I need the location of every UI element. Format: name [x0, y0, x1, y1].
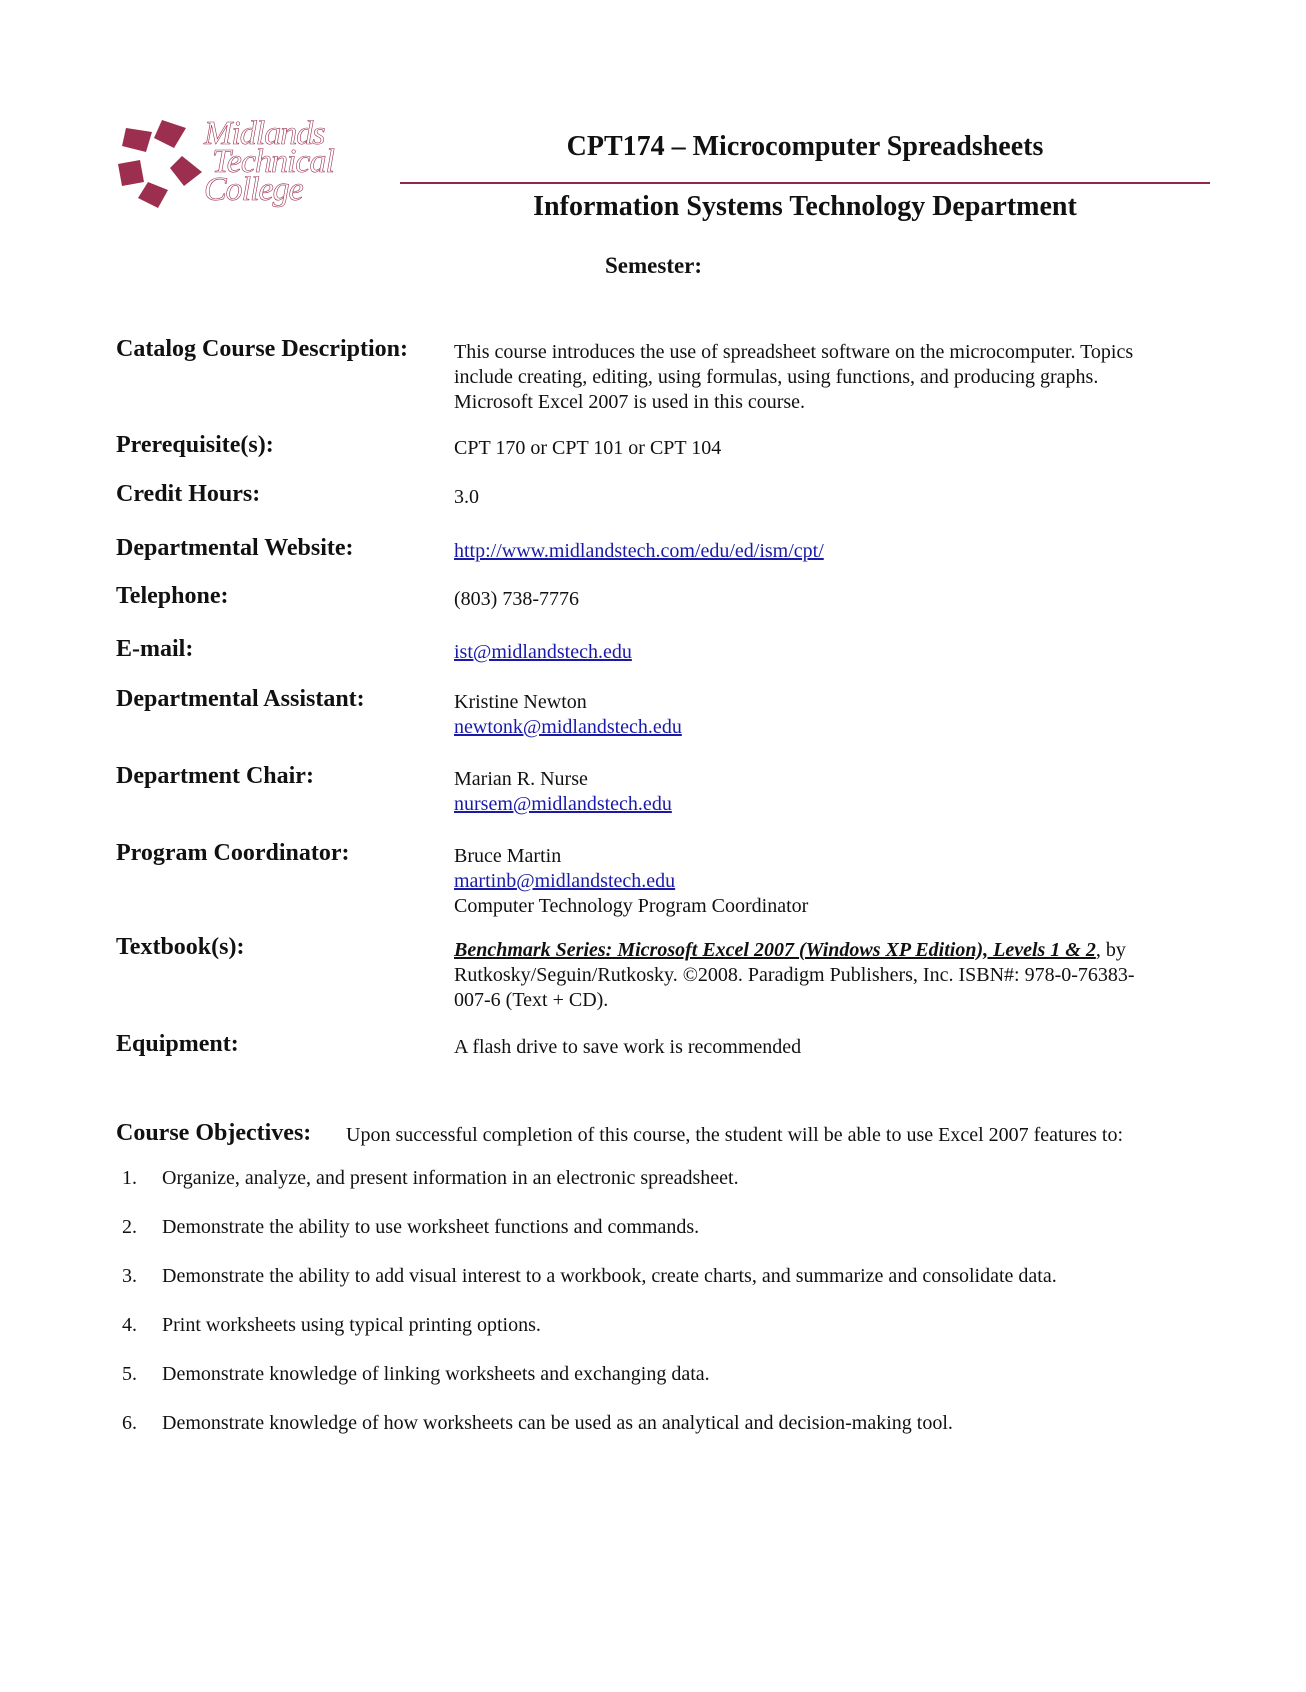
objective-number: 1. — [122, 1167, 137, 1189]
chair-label: Department Chair: — [116, 763, 314, 789]
coordinator-label: Program Coordinator: — [116, 840, 350, 866]
textbook-by: , by — [1095, 939, 1126, 961]
textbook-isbn-end: 007-6 (Text + CD). — [454, 989, 609, 1011]
credit-hours-value: 3.0 — [454, 486, 479, 508]
objective-text: Demonstrate knowledge of linking worksheets and exchanging data. — [162, 1363, 710, 1385]
website-label: Departmental Website: — [116, 535, 354, 561]
objective-number: 5. — [122, 1363, 137, 1385]
textbook-label: Textbook(s): — [116, 934, 245, 960]
list-item — [122, 1313, 1202, 1362]
objectives-label: Course Objectives: — [116, 1120, 312, 1146]
textbook-publisher: Rutkosky/Seguin/Rutkosky. ©2008. Paradigm Publishers, Inc. ISBN#: 978-0-76383- — [454, 964, 1135, 986]
equipment-value: A flash drive to save work is recommended — [454, 1036, 802, 1058]
course-title: CPT174 – Microcomputer Spreadsheets — [566, 131, 1044, 162]
description-label: Catalog Course Description: — [116, 336, 408, 362]
list-item — [122, 1362, 1202, 1411]
objective-text: Demonstrate the ability to add visual interest to a workbook, create charts, and summarize and consolidate data. — [162, 1265, 1057, 1287]
objective-text: Demonstrate the ability to use worksheet functions and commands. — [162, 1216, 700, 1238]
header-divider — [400, 182, 1210, 184]
telephone-label: Telephone: — [116, 583, 229, 609]
objective-number: 2. — [122, 1216, 137, 1238]
list-item — [122, 1215, 1202, 1264]
chair-name: Marian R. Nurse — [454, 768, 588, 790]
textbook-title: Benchmark Series: Microsoft Excel 2007 (Windows XP Edition), Levels 1 & 2 — [454, 939, 1096, 961]
objective-number: 4. — [122, 1314, 137, 1336]
email-link[interactable]: ist@midlandstech.edu — [454, 641, 632, 663]
assistant-email-link[interactable]: newtonk@midlandstech.edu — [454, 716, 682, 738]
description-value — [454, 340, 1196, 415]
credit-hours-label: Credit Hours: — [116, 481, 261, 507]
equipment-label: Equipment: — [116, 1031, 239, 1057]
assistant-label: Departmental Assistant: — [116, 686, 365, 712]
logo-line-1: Midlands — [204, 115, 325, 152]
description-line-2: include creating, editing, using formulas, using functions, and producing graphs. — [454, 366, 1099, 388]
list-item — [122, 1411, 1202, 1460]
website-link[interactable]: http://www.midlandstech.com/edu/ed/ism/cpt/ — [454, 540, 824, 562]
objectives-list — [122, 1166, 1202, 1460]
email-label: E-mail: — [116, 636, 194, 662]
chair-email-link[interactable]: nursem@midlandstech.edu — [454, 793, 672, 815]
objective-number: 3. — [122, 1265, 137, 1287]
semester-label: Semester: — [605, 253, 703, 278]
objective-number: 6. — [122, 1412, 137, 1434]
assistant-name: Kristine Newton — [454, 691, 587, 713]
telephone-value: (803) 738-7776 — [454, 588, 579, 610]
description-line-3: Microsoft Excel 2007 is used in this course. — [454, 391, 806, 413]
objective-text: Organize, analyze, and present information in an electronic spreadsheet. — [162, 1167, 739, 1189]
objective-text: Demonstrate knowledge of how worksheets can be used as an analytical and decision-making tool. — [162, 1412, 953, 1434]
logo-line-2: Technical — [212, 143, 334, 180]
logo-line-3: College — [204, 171, 303, 208]
college-logo — [118, 115, 378, 212]
prerequisite-value: CPT 170 or CPT 101 or CPT 104 — [454, 437, 722, 459]
list-item — [122, 1166, 1202, 1215]
star-logo-icon — [118, 120, 208, 212]
objectives-intro: Upon successful completion of this course, the student will be able to use Excel 2007 features to: — [346, 1124, 1124, 1146]
department-title: Information Systems Technology Department — [533, 191, 1077, 222]
coordinator-email-link[interactable]: martinb@midlandstech.edu — [454, 870, 676, 892]
objective-text: Print worksheets using typical printing options. — [162, 1314, 541, 1336]
prerequisite-label: Prerequisite(s): — [116, 432, 274, 458]
coordinator-title: Computer Technology Program Coordinator — [454, 895, 809, 917]
logo-wordmark — [204, 115, 334, 208]
coordinator-name: Bruce Martin — [454, 845, 562, 867]
description-line-1: This course introduces the use of spreadsheet software on the microcomputer. Topics — [454, 341, 1134, 363]
list-item — [122, 1264, 1202, 1313]
